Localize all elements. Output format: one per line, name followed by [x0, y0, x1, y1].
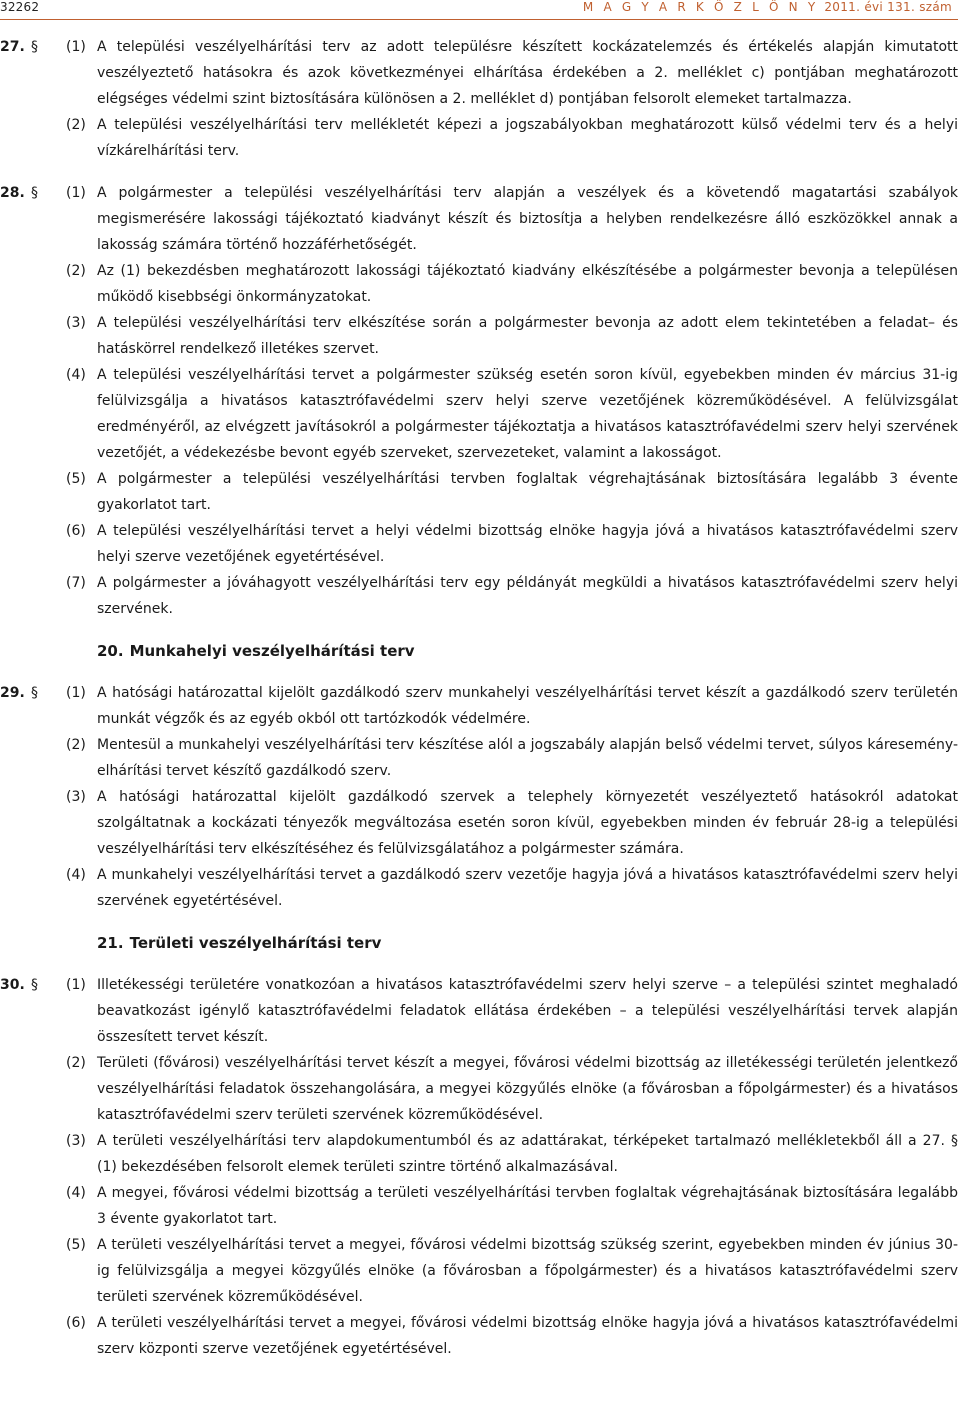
paragraph-text: A hatósági határozattal kijelölt gazdálkodó szervek a telephely környezetét veszélyeztető hatásokról adatokat szolgáltatnak a kockázati tényezők megváltozása esetén soron kívül, egyebekben minden év február 28-ig a települési veszélyelhárítási terv elkészítéséhez és felülvizsgálatához a polgármester számára.: [97, 789, 958, 857]
paragraph-number: (1): [66, 685, 86, 701]
paragraph: [0, 466, 958, 518]
section-symbol: §: [31, 685, 38, 701]
paragraph-text: A megyei, fővárosi védelmi bizottság a területi veszélyelhárítási tervben foglaltak végrehajtásának biztosítására legalább 3 évente gyakorlatot tart.: [97, 1185, 958, 1227]
section: [0, 680, 958, 914]
paragraph-text: A területi veszélyelhárítási tervet a megyei, fővárosi védelmi bizottság elnöke hagyja jóvá a hivatásos katasztrófavédelmi szerv központi szerve vezetőjének egyetértésével.: [97, 1315, 958, 1357]
paragraph-number: (6): [66, 1315, 86, 1331]
issue-label: 2011. évi 131. szám: [824, 0, 952, 14]
heading-number: 21.: [97, 934, 124, 952]
section-number: 30.: [0, 977, 25, 993]
paragraph-text: A települési veszélyelhárítási tervet a polgármester szükség esetén soron kívül, egyebekben minden év március 31-ig felülvizsgálja a hivatásos katasztrófavédelmi szerv helyi szerve vezetőjének közreműködésével. A felülvizsgálat eredményéről, az elvégzett javításokról a polgármester tájékoztatja a hivatásos katasztrófavédelmi szerv helyi szervének vezetőjét, a védekezésbe bevont egyéb szerveket, szervezeteket, valamint a lakosságot.: [97, 367, 958, 461]
paragraph: [0, 1128, 958, 1180]
journal-name: M A G Y A R K Ö Z L Ö N Y: [582, 0, 819, 14]
paragraph-number: (2): [66, 737, 86, 753]
paragraph-number: (2): [66, 117, 86, 133]
paragraph-text: A települési veszélyelhárítási terv az adott településre készített kockázatelemzés és értékelés alapján kimutatott veszélyeztető hatásokra és azok következményei elhárítása érdekében a 2. melléklet c) pontjában meghatározott elégséges védelmi szint biztosítására különösen a 2. melléklet d) pontjában felsorolt elemeket tartalmazza.: [97, 39, 958, 107]
section-symbol: §: [31, 185, 38, 201]
paragraph-number: (3): [66, 1133, 86, 1149]
paragraph-text: Illetékességi területére vonatkozóan a hivatásos katasztrófavédelmi szerv helyi szerve – a települési szintet meghaladó beavatkozást igénylő katasztrófavédelmi feladatok ellátása érdekében – a települési veszélyelhárítási tervek alapján összesített tervet készít.: [97, 977, 958, 1045]
paragraph-text: A munkahelyi veszélyelhárítási tervet a gazdálkodó szerv vezetője hagyja jóvá a hivatásos katasztrófavédelmi szerv helyi szervének egyetértésével.: [97, 867, 958, 909]
paragraph-text: A települési veszélyelhárítási terv elkészítése során a polgármester bevonja az adott elem tekintetében a feladat– és hatáskörrel rendelkező illetékes szervet.: [97, 315, 958, 357]
paragraph-number: (7): [66, 575, 86, 591]
paragraph-text: A hatósági határozattal kijelölt gazdálkodó szerv munkahelyi veszélyelhárítási tervet készít a gazdálkodó szerv területén munkát végzők és az egyéb okból ott tartózkodók védelmére.: [97, 685, 958, 727]
page-header: [0, 0, 960, 20]
heading-munkahelyi: [0, 638, 958, 664]
paragraph-number: (5): [66, 471, 86, 487]
paragraph: [0, 680, 958, 732]
sections-group-a: [0, 34, 958, 622]
paragraph-number: (2): [66, 1055, 86, 1071]
journal-issue: [583, 0, 952, 14]
section-number: 27.: [0, 39, 25, 55]
paragraph: [0, 1310, 958, 1362]
paragraph: [0, 1232, 958, 1310]
paragraph: [0, 518, 958, 570]
paragraph: [0, 112, 958, 164]
heading-title: Területi veszélyelhárítási terv: [129, 934, 382, 952]
paragraph-text: A települési veszélyelhárítási terv mellékletét képezi a jogszabályokban meghatározott külső védelmi terv és a helyi vízkárelhárítási terv.: [97, 117, 958, 159]
header-rule: [0, 19, 958, 20]
section-symbol: §: [31, 39, 38, 55]
heading-teruleti: [0, 930, 958, 956]
paragraph-text: A települési veszélyelhárítási tervet a helyi védelmi bizottság elnöke hagyja jóvá a hivatásos katasztrófavédelmi szerv helyi szerve vezetőjének egyetértésével.: [97, 523, 958, 565]
section: [0, 972, 958, 1362]
paragraph: [0, 732, 958, 784]
paragraph: [0, 180, 958, 258]
section: [0, 34, 958, 164]
paragraph: [0, 972, 958, 1050]
paragraph-number: (3): [66, 315, 86, 331]
paragraph: [0, 1050, 958, 1128]
paragraph: [0, 258, 958, 310]
section-symbol: §: [31, 977, 38, 993]
paragraph: [0, 1180, 958, 1232]
paragraph: [0, 570, 958, 622]
paragraph-text: A polgármester a települési veszélyelhárítási tervben foglaltak végrehajtásának biztosítására legalább 3 évente gyakorlatot tart.: [97, 471, 958, 513]
paragraph: [0, 784, 958, 862]
paragraph-number: (2): [66, 263, 86, 279]
paragraph-text: Az (1) bekezdésben meghatározott lakossági tájékoztató kiadvány elkészítésébe a polgármester bevonja a településen működő kisebbségi önkormányzatokat.: [97, 263, 958, 305]
section-number: 29.: [0, 685, 25, 701]
heading-title: Munkahelyi veszélyelhárítási terv: [129, 642, 415, 660]
sections-group-b: [0, 680, 958, 914]
paragraph: [0, 362, 958, 466]
paragraph-text: Mentesül a munkahelyi veszélyelhárítási terv készítése alól a jogszabály alapján belső védelmi tervet, súlyos káresemény-elhárítási tervet készítő gazdálkodó szerv.: [97, 737, 958, 779]
paragraph-number: (1): [66, 977, 86, 993]
document-body: [0, 34, 958, 1378]
page-number: 32262: [0, 0, 40, 14]
paragraph: [0, 34, 958, 112]
paragraph-number: (1): [66, 185, 86, 201]
heading-number: 20.: [97, 642, 124, 660]
paragraph-number: (3): [66, 789, 86, 805]
paragraph-text: A területi veszélyelhárítási terv alapdokumentumból és az adattárakat, térképeket tartalmazó mellékletekből áll a 27. § (1) bekezdésében felsorolt elemek területi szintre történő alkalmazásával.: [97, 1133, 958, 1175]
paragraph: [0, 862, 958, 914]
paragraph-number: (1): [66, 39, 86, 55]
paragraph-number: (4): [66, 1185, 86, 1201]
paragraph-number: (4): [66, 867, 86, 883]
paragraph-text: A polgármester a települési veszélyelhárítási terv alapján a veszélyek és a követendő magatartási szabályok megismerésére lakossági tájékoztató kiadványt készít és biztosítja a helyben rendelkezésre álló eszközökkel annak a lakosság számára történő hozzáférhetőségét.: [97, 185, 958, 253]
paragraph-number: (6): [66, 523, 86, 539]
section: [0, 180, 958, 622]
sections-group-c: [0, 972, 958, 1362]
paragraph-number: (5): [66, 1237, 86, 1253]
paragraph-text: Területi (fővárosi) veszélyelhárítási tervet készít a megyei, fővárosi védelmi bizottság az illetékességi területén jelentkező veszélyelhárítási feladatok összehangolására, a megyei közgyűlés elnöke (a fővárosban a főpolgármester) és a hivatásos katasztrófavédelmi szerv területi szervének közreműködésével.: [97, 1055, 958, 1123]
paragraph-number: (4): [66, 367, 86, 383]
paragraph-text: A területi veszélyelhárítási tervet a megyei, fővárosi védelmi bizottság szükség szerint, egyebekben minden év június 30-ig felülvizsgálja a megyei közgyűlés elnöke (a fővárosban a főpolgármester) és a hivatásos katasztrófavédelmi szerv területi szervének közreműködésével.: [97, 1237, 958, 1305]
paragraph-text: A polgármester a jóváhagyott veszélyelhárítási terv egy példányát megküldi a hivatásos katasztrófavédelmi szerv helyi szervének.: [97, 575, 958, 617]
section-number: 28.: [0, 185, 25, 201]
paragraph: [0, 310, 958, 362]
